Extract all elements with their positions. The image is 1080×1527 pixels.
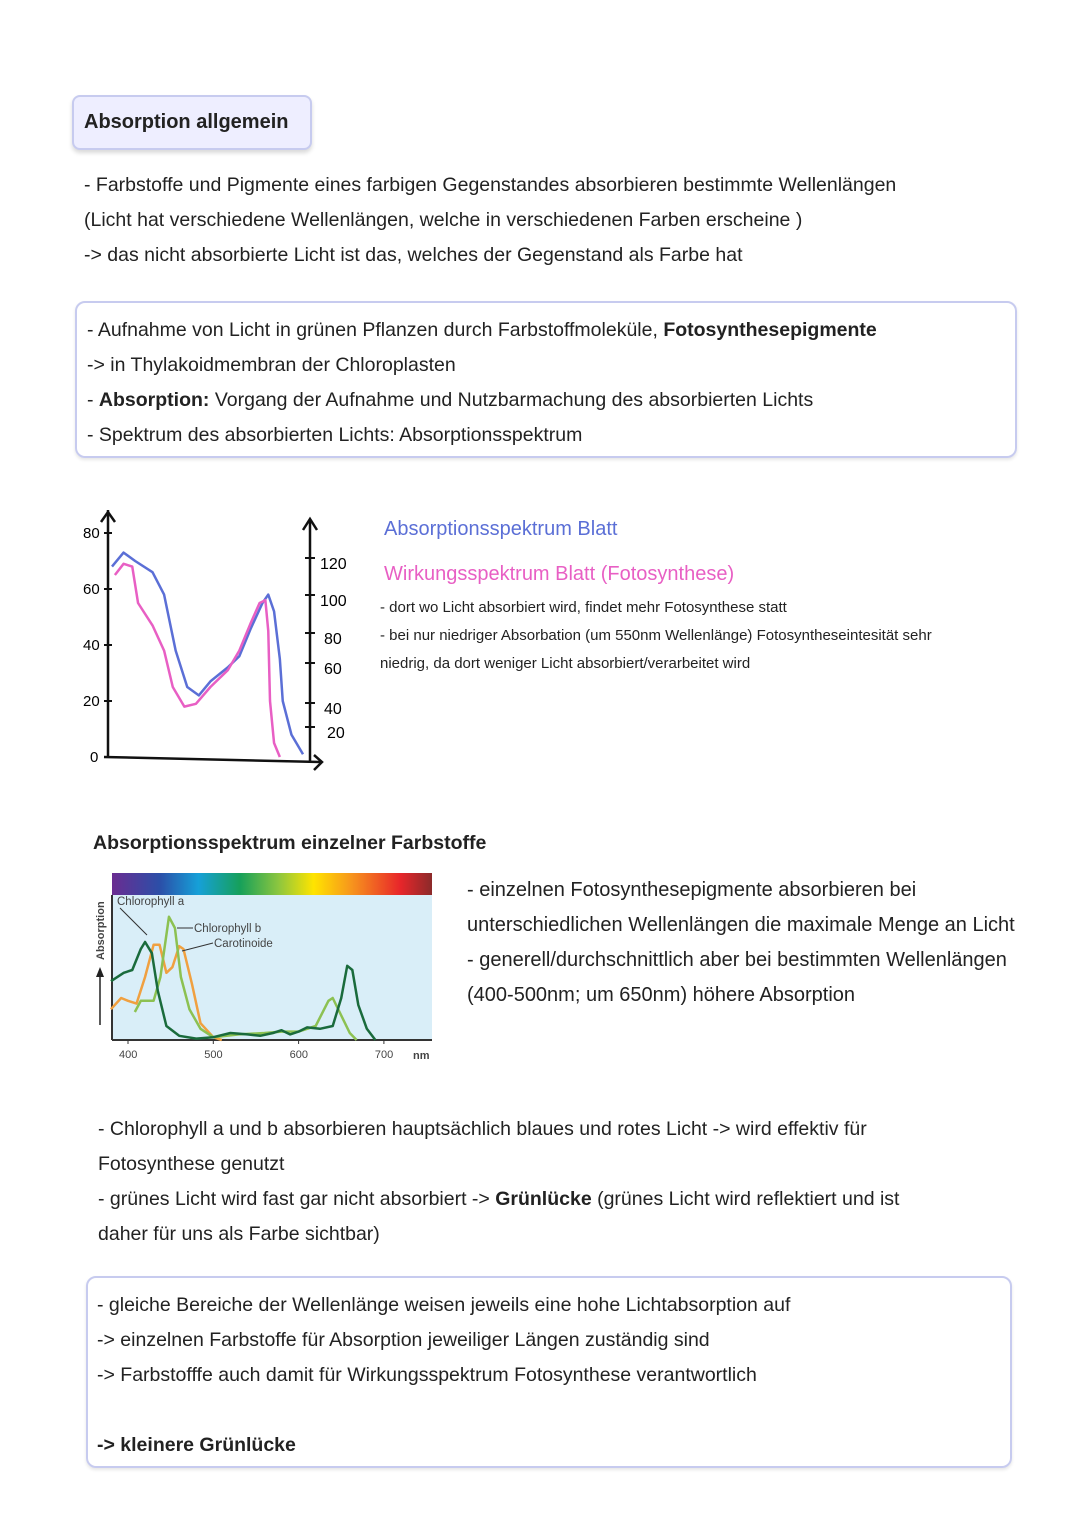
absorptionsspektrum-line bbox=[112, 553, 303, 755]
label-chlorophyll-b: Chlorophyll b bbox=[194, 923, 262, 935]
box-line: - Absorption: Vorgang der Aufnahme und Nutzbarmachung des absorbierten Lichts bbox=[87, 389, 814, 411]
leaf-spectrum-chart bbox=[0, 500, 360, 790]
right-tick-label: 60 bbox=[324, 661, 342, 678]
section-heading: Absorptionsspektrum einzelner Farbstoffe bbox=[93, 832, 487, 854]
x-tick-label: 500 bbox=[204, 1049, 223, 1061]
left-tick-label: 0 bbox=[90, 749, 99, 766]
chlorophyll-paragraph bbox=[98, 1112, 899, 1252]
left-tick-label: 40 bbox=[83, 637, 100, 654]
note-line: niedrig, da dort weniger Licht absorbiert/verarbeitet wird bbox=[380, 655, 751, 672]
right-tick-label: 100 bbox=[320, 593, 347, 610]
text-line: daher für uns als Farbe sichtbar) bbox=[98, 1223, 380, 1245]
leaf-notes bbox=[380, 594, 932, 678]
box-line: -> einzelnen Farbstoffe für Absorption jeweiliger Längen zuständig sind bbox=[97, 1329, 710, 1351]
text-line: (400-500nm; um 650nm) höhere Absorption bbox=[467, 984, 856, 1006]
wirkungsspektrum-line bbox=[115, 564, 280, 757]
box-line: -> in Thylakoidmembran der Chloroplasten bbox=[87, 354, 456, 376]
right-tick-label: 120 bbox=[320, 556, 347, 573]
right-tick-label: 20 bbox=[327, 725, 345, 742]
text-line: - grünes Licht wird fast gar nicht absorbiert -> Grünlücke (grünes Licht wird reflektiert und ist bbox=[98, 1188, 900, 1210]
box-line: - gleiche Bereiche der Wellenlänge weisen jeweils eine hohe Lichtabsorption auf bbox=[97, 1294, 791, 1316]
legend-absorption: Absorptionsspektrum Blatt bbox=[384, 518, 618, 540]
text-line: - einzelnen Fotosynthesepigmente absorbieren bei bbox=[467, 879, 917, 901]
right-tick-label: 80 bbox=[324, 631, 342, 648]
intro-text bbox=[84, 168, 896, 273]
box-line: -> Farbstofffe auch damit für Wirkungsspektrum Fotosynthese verantwortlich bbox=[97, 1364, 757, 1386]
left-tick-label: 60 bbox=[83, 581, 100, 598]
conclusion-box bbox=[86, 1276, 1012, 1468]
label-chlorophyll-a: Chlorophyll a bbox=[117, 896, 185, 908]
pigment-text bbox=[467, 873, 1015, 1013]
x-tick-label: 400 bbox=[119, 1049, 138, 1061]
intro-line: - Farbstoffe und Pigmente eines farbigen Gegenstandes absorbieren bestimmte Wellenlängen bbox=[84, 174, 897, 196]
note-line: - bei nur niedriger Absorbation (um 550nm Wellenlänge) Fotosyntheseintesität sehr bbox=[380, 627, 932, 644]
text-line: Fotosynthese genutzt bbox=[98, 1153, 285, 1175]
pigment-spectrum-chart bbox=[85, 865, 445, 1070]
x-tick-label: 600 bbox=[289, 1049, 308, 1061]
text-line: unterschiedlichen Wellenlängen die maximale Menge an Licht bbox=[467, 914, 1015, 936]
definition-box bbox=[75, 301, 1017, 458]
spectrum-bar bbox=[112, 873, 432, 895]
box-line: - Aufnahme von Licht in grünen Pflanzen durch Farbstoffmoleküle, Fotosynthesepigmente bbox=[87, 319, 877, 341]
x-tick-label: 700 bbox=[374, 1049, 394, 1061]
text-line: - Chlorophyll a und b absorbieren hauptsächlich blaues und rotes Licht -> wird effektiv für bbox=[98, 1118, 867, 1140]
right-tick-label: 40 bbox=[324, 701, 342, 718]
left-tick-label: 80 bbox=[83, 525, 100, 542]
label-carotinoide: Carotinoide bbox=[214, 938, 273, 950]
text-line: - generell/durchschnittlich aber bei bestimmten Wellenlängen bbox=[467, 949, 1007, 971]
x-axis-unit: nm bbox=[413, 1050, 430, 1062]
intro-line: (Licht hat verschiedene Wellenlängen, welche in verschiedenen Farben erscheine ) bbox=[84, 209, 803, 231]
note-line: - dort wo Licht absorbiert wird, findet mehr Fotosynthese statt bbox=[380, 599, 787, 616]
box-line: -> kleinere Grünlücke bbox=[97, 1434, 296, 1456]
y-axis-label: Absorption bbox=[95, 901, 107, 960]
intro-line: -> das nicht absorbierte Licht ist das, welches der Gegenstand als Farbe hat bbox=[84, 244, 743, 266]
section-title: Absorption allgemein bbox=[72, 95, 312, 150]
box-line: - Spektrum des absorbierten Lichts: Absorptionsspektrum bbox=[87, 424, 583, 446]
legend-wirkung: Wirkungsspektrum Blatt (Fotosynthese) bbox=[384, 563, 735, 585]
left-tick-label: 20 bbox=[83, 693, 100, 710]
